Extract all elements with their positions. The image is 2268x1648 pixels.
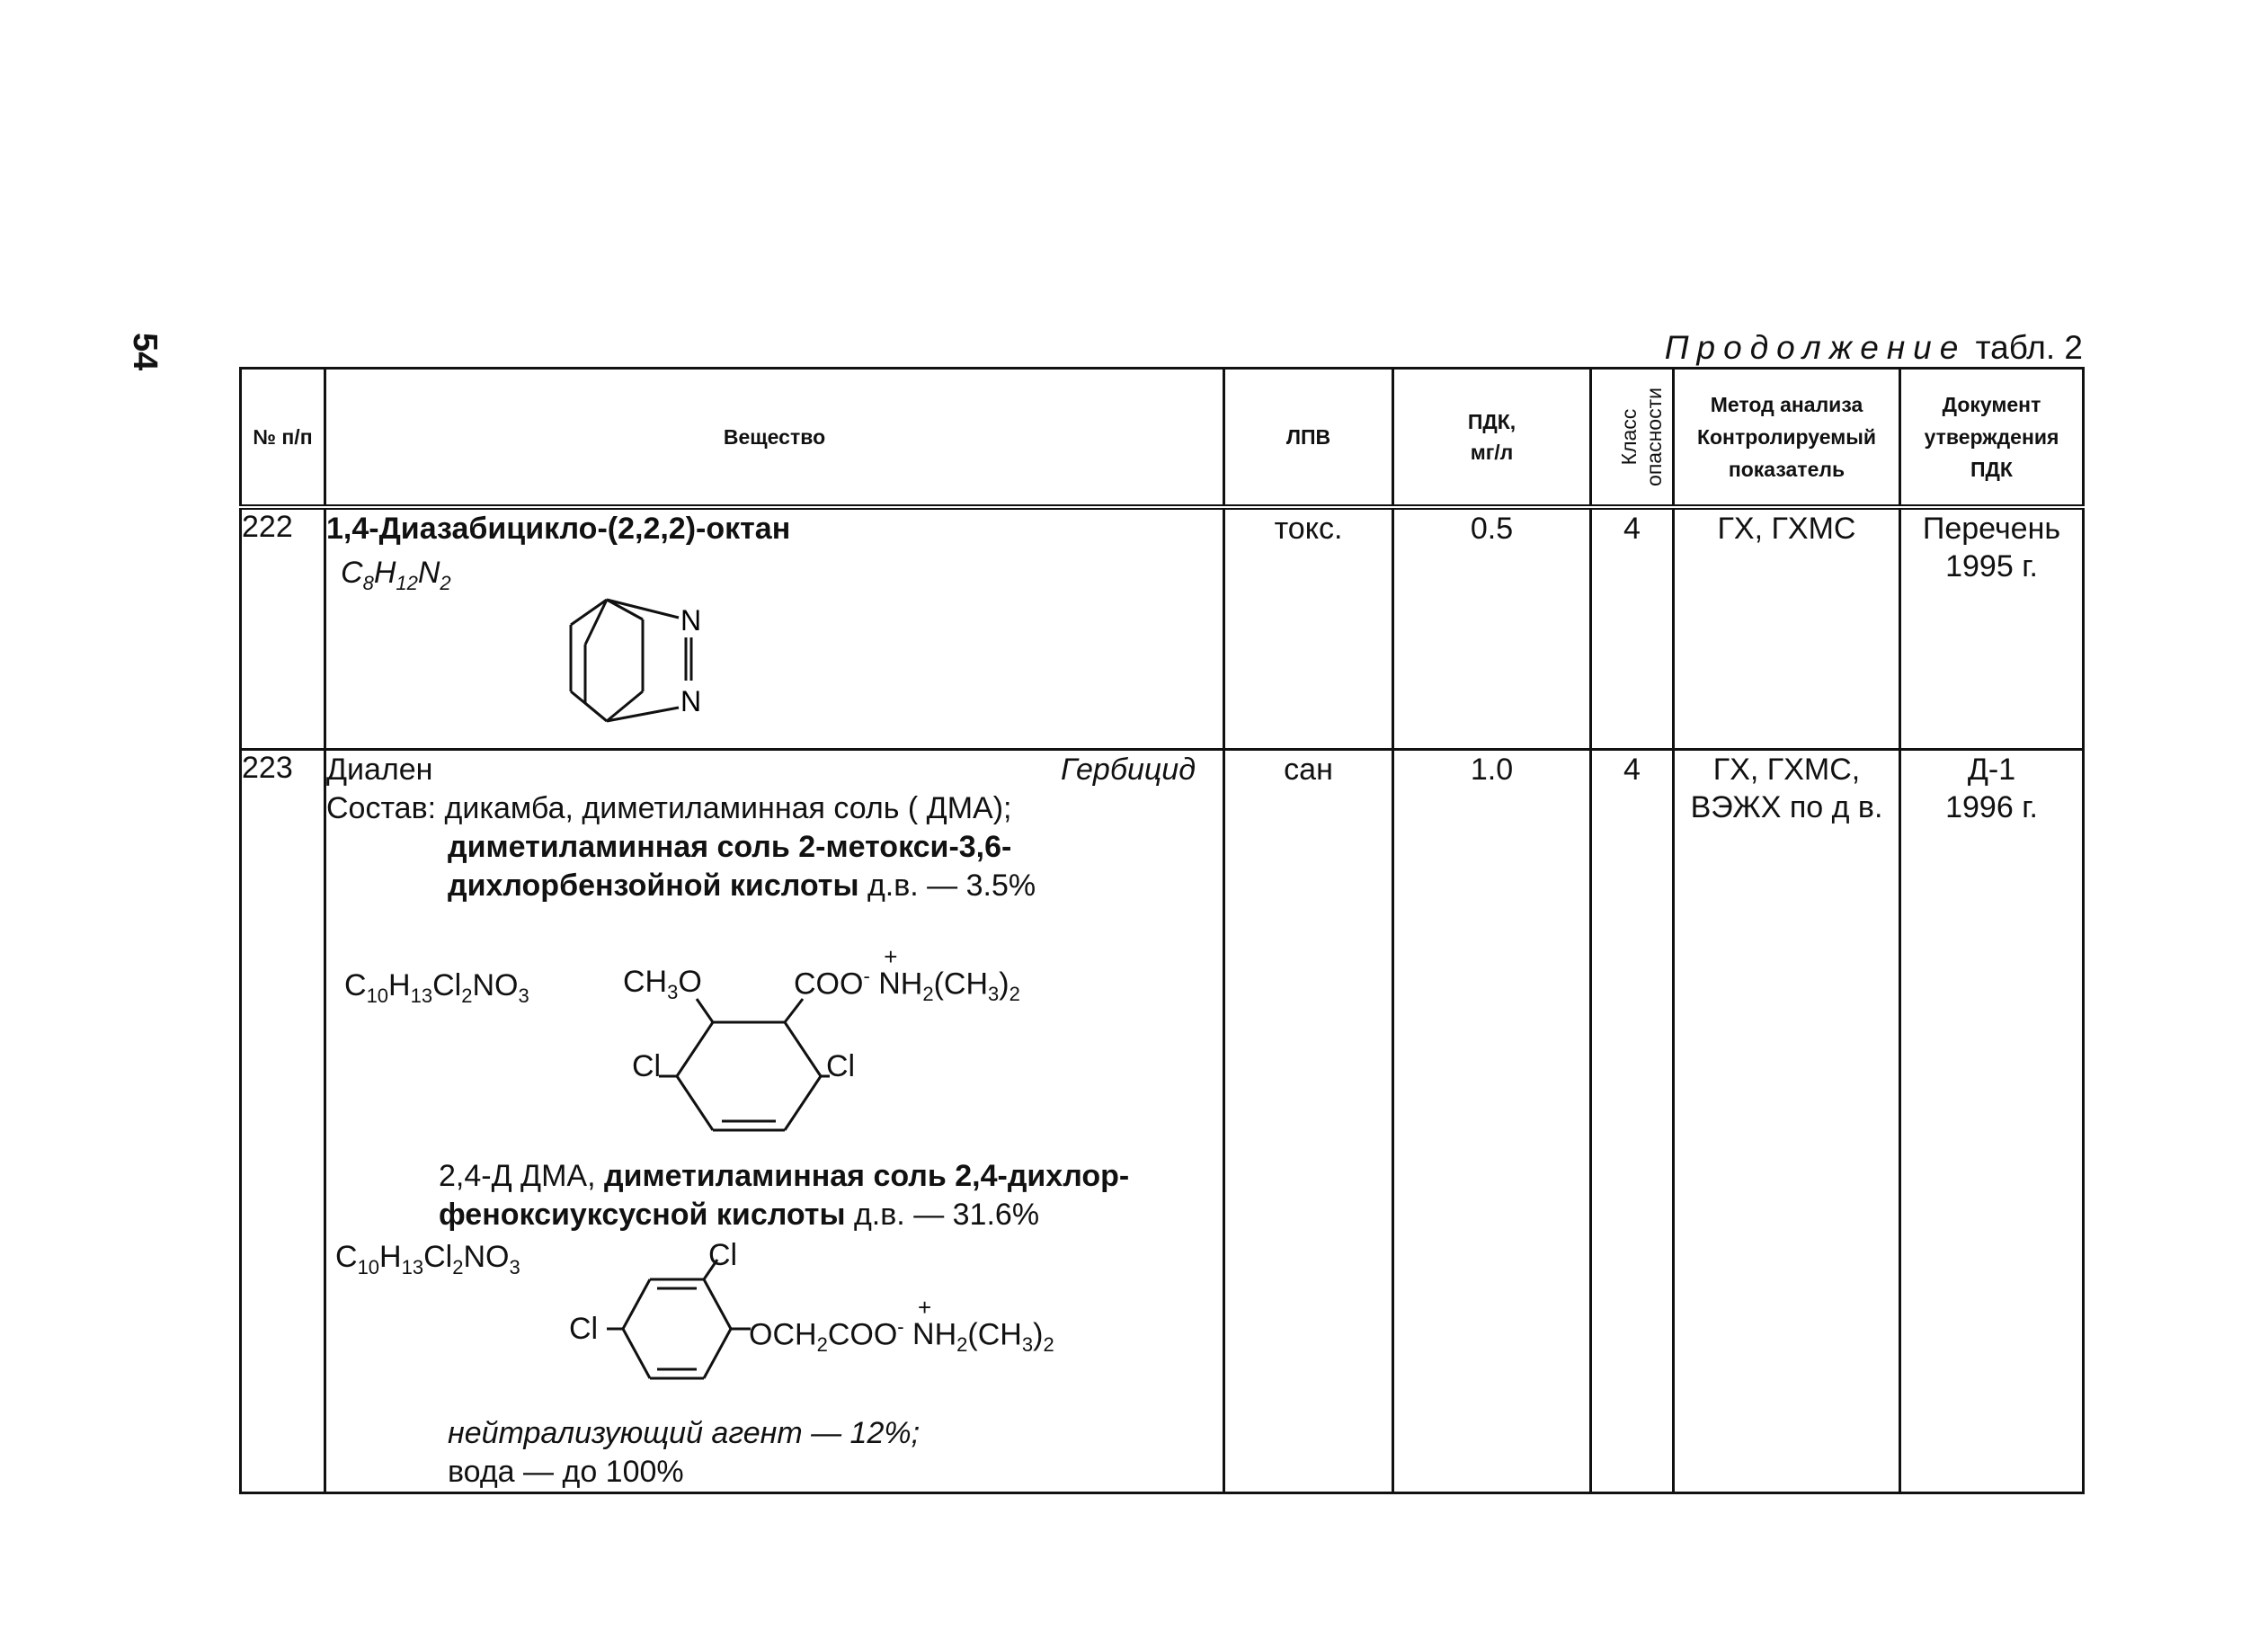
oxyacetate-group: $OCH_2COO^-$ + $NH_2(CH_3)_2$ xyxy=(749,1294,1054,1357)
method-cell: ГХ, ГХМС xyxy=(1674,507,1900,750)
substance-category: Гербицид xyxy=(1061,753,1196,787)
composition-line-3: дихлорбензойной кислоты д.в. — 3.5% xyxy=(448,869,1036,903)
method-line2: ВЭЖХ по д в. xyxy=(1690,790,1883,824)
header-substance: Вещество xyxy=(325,369,1224,508)
dicamba-structure xyxy=(326,923,1223,1157)
doc-line2: 1996 г. xyxy=(1945,790,2038,824)
row-number: 222 xyxy=(241,507,325,750)
table-caption xyxy=(1665,329,2083,367)
method-cell xyxy=(1674,750,1900,1493)
header-class xyxy=(1591,369,1674,508)
molecular-formula: $C_8H_{12}N_2$ xyxy=(341,556,451,594)
molecular-formula: $C_{10}H_{13}Cl_2NO_3$ xyxy=(344,968,529,1007)
page-number: 54 xyxy=(126,333,164,371)
row-number: 223 xyxy=(241,750,325,1493)
composition-line-4: 2,4-Д ДМА, диметиламинная соль 2,4-дихлор- xyxy=(439,1159,1130,1193)
header-row xyxy=(241,369,2084,508)
pdk-cell: 0.5 xyxy=(1393,507,1591,750)
substance-title-line xyxy=(326,751,1223,789)
chloro-left: Cl xyxy=(632,1049,662,1083)
substance-table xyxy=(239,367,2085,1494)
header-class-line1: Класс xyxy=(1616,408,1641,466)
24d-structure xyxy=(326,1234,1223,1414)
composition-line-7: вода — до 100% xyxy=(448,1455,684,1489)
header-num: № п/п xyxy=(241,369,325,508)
header-method-line1: Метод анализа xyxy=(1710,393,1863,416)
doc-line1: Перечень xyxy=(1922,512,2061,546)
composition-line-1: Состав: дикамба, диметиламинная соль ( ДМА); xyxy=(326,791,1012,825)
header-method-line2: Контролируемый xyxy=(1696,425,1877,449)
substance-name: 1,4-Диазабицикло-(2,2,2)-октан xyxy=(326,512,791,546)
header-doc xyxy=(1900,369,2084,508)
substance-cell xyxy=(325,750,1224,1493)
pdk-cell: 1.0 xyxy=(1393,750,1591,1493)
class-cell: 4 xyxy=(1591,507,1674,750)
lpv-cell: токс. xyxy=(1224,507,1393,750)
doc-line2: 1995 г. xyxy=(1945,549,2038,583)
structure-diagram-dabco xyxy=(553,591,751,735)
caption-continuation: Продолжение xyxy=(1664,329,1967,366)
header-doc-line3: ПДК xyxy=(1970,458,2013,481)
nitrogen-label-1: N xyxy=(680,604,702,637)
benzene-ring-1 xyxy=(650,995,848,1157)
header-class-vertical xyxy=(1616,388,1667,486)
header-doc-line1: Документ xyxy=(1942,393,2041,416)
header-pdk xyxy=(1393,369,1591,508)
table-row xyxy=(241,507,2084,750)
methoxy-group: $CH_3O$ xyxy=(623,965,702,1003)
lpv-cell: сан xyxy=(1224,750,1393,1493)
molecular-formula: $C_{10}H_{13}Cl_2NO_3$ xyxy=(335,1240,520,1278)
header-lpv: ЛПВ xyxy=(1224,369,1393,508)
header-method xyxy=(1674,369,1900,508)
substance-cell xyxy=(325,507,1224,750)
carboxylate-group: COO- + $NH_2(CH_3)_2$ xyxy=(794,943,1020,1006)
chloro-right: Cl xyxy=(826,1049,856,1083)
nitrogen-label-2: N xyxy=(680,685,702,717)
doc-line1: Д-1 xyxy=(1967,753,2016,787)
header-method-line3: показатель xyxy=(1728,458,1846,481)
table-row xyxy=(241,750,2084,1493)
caption-table-ref: табл. 2 xyxy=(1975,329,2083,366)
composition-line-6: нейтрализующий агент — 12%; xyxy=(448,1416,921,1450)
header-class-line2: опасности xyxy=(1641,388,1666,486)
benzene-ring-2 xyxy=(596,1252,758,1414)
doc-cell xyxy=(1900,507,2084,750)
doc-cell xyxy=(1900,750,2084,1493)
header-pdk-line2: мг/л xyxy=(1470,441,1514,464)
header-pdk-line1: ПДК, xyxy=(1467,410,1516,433)
substance-name: Диален xyxy=(326,753,433,787)
composition-line-2: диметиламинная соль 2-метокси-3,6- xyxy=(448,830,1012,864)
class-cell: 4 xyxy=(1591,750,1674,1493)
method-line1: ГХ, ГХМС, xyxy=(1712,753,1861,787)
header-doc-line2: утверждения xyxy=(1924,425,2059,449)
composition-line-5: феноксиуксусной кислоты д.в. — 31.6% xyxy=(439,1198,1040,1232)
chloro-top: Cl xyxy=(708,1238,738,1272)
chloro-left: Cl xyxy=(569,1312,599,1346)
